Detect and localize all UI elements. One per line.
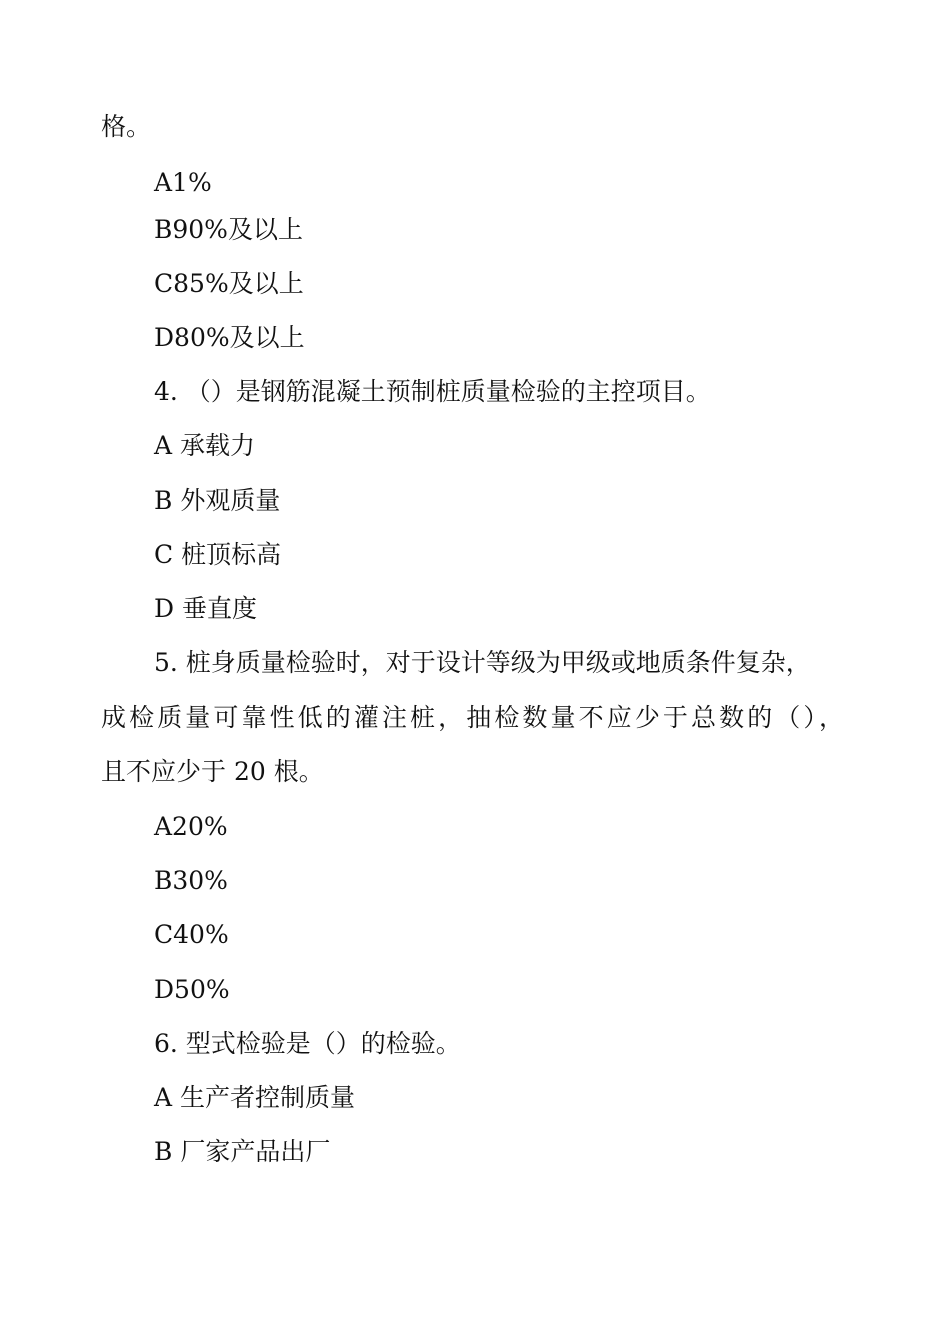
q5-option-a: A20% (154, 812, 228, 841)
q4-option-c: C 桩顶标高 (154, 540, 282, 569)
question-5-line-1: 5. 桩身质量检验时，对于设计等级为甲级或地质条件复杂， (154, 648, 811, 677)
q4-option-d: D 垂直度 (154, 594, 257, 623)
question-5-line-2: 成检质量可靠性低的灌注桩，抽检数量不应少于总数的（）， (101, 703, 844, 732)
q6-option-b: B 厂家产品出厂 (154, 1137, 331, 1166)
question-4: 4. （）是钢筋混凝土预制桩质量检验的主控项目。 (154, 377, 711, 406)
q4-option-b: B 外观质量 (154, 486, 281, 515)
q5-option-b: B30% (154, 866, 228, 895)
question-6: 6. 型式检验是（）的检验。 (154, 1029, 461, 1058)
q3-option-d: D80%及以上 (154, 323, 305, 352)
q3-option-b: B90%及以上 (154, 215, 303, 244)
question-5-line-3: 且不应少于 20 根。 (101, 757, 324, 786)
paragraph-continuation: 格。 (101, 112, 152, 141)
q3-option-c: C85%及以上 (154, 269, 304, 298)
q5-option-d: D50% (154, 975, 230, 1004)
q5-option-c: C40% (154, 920, 229, 949)
q4-option-a: A 承载力 (154, 431, 256, 460)
q6-option-a: A 生产者控制质量 (154, 1083, 356, 1112)
q3-option-a: A1% (154, 168, 212, 197)
